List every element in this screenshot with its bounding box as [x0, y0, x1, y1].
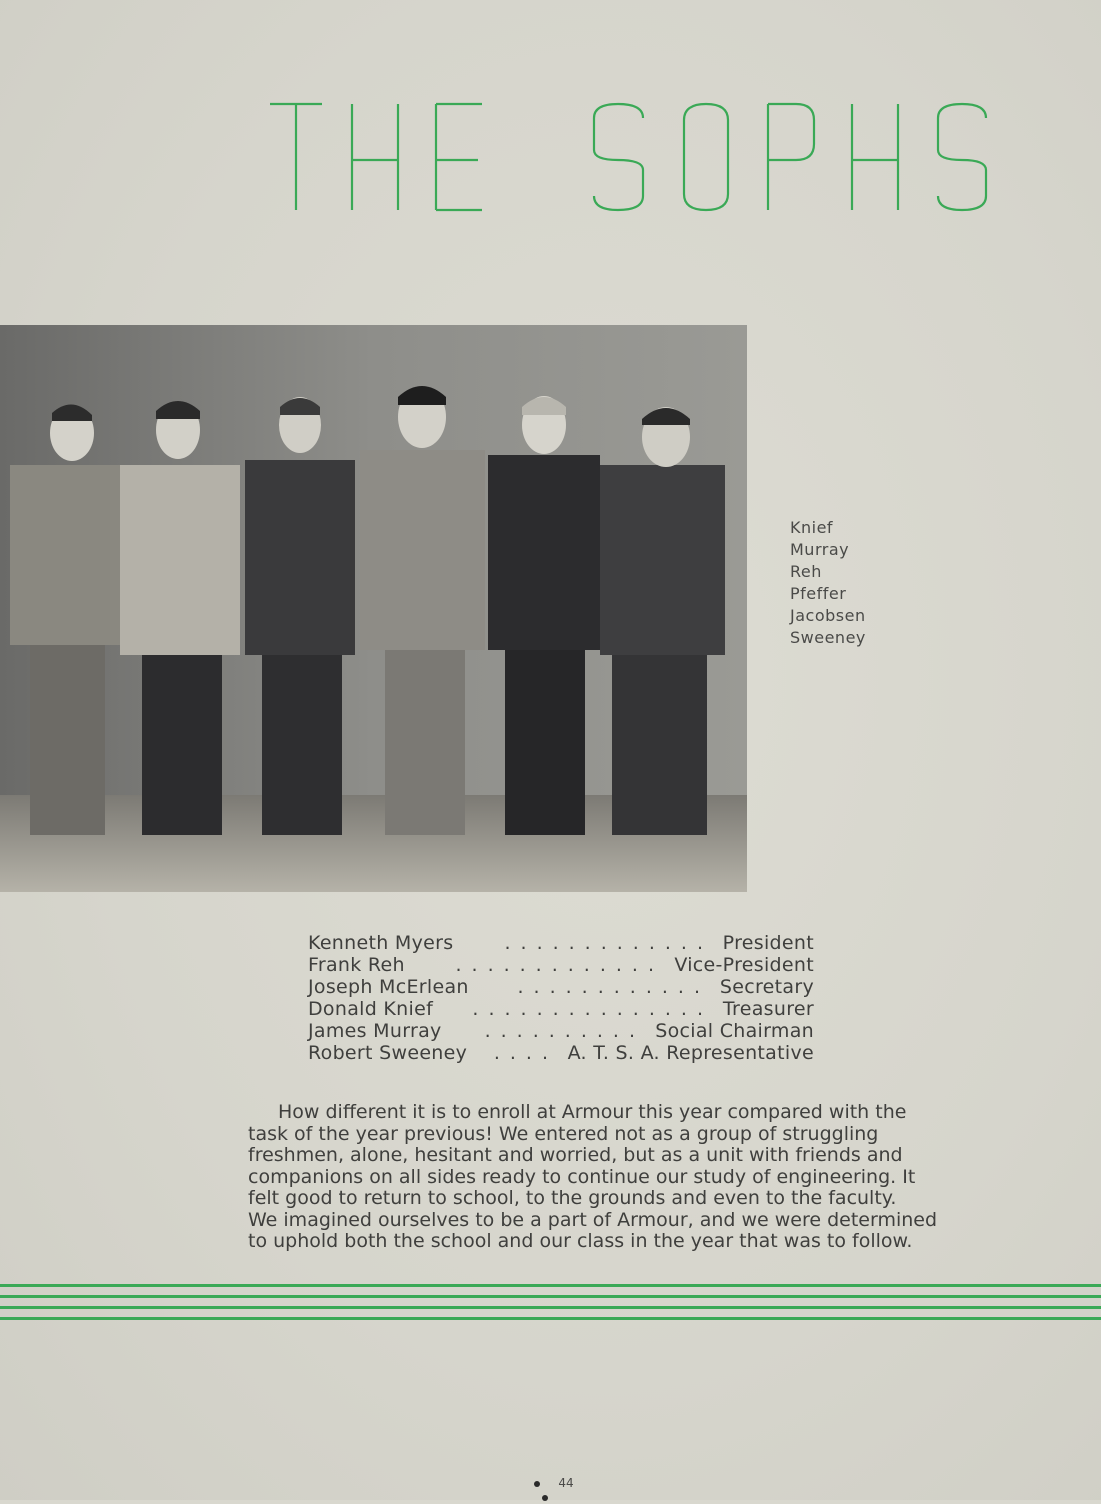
divider — [0, 1284, 1101, 1287]
page-title-lettering — [270, 100, 990, 215]
dot-leader: .... — [493, 1042, 558, 1064]
paragraph-line: We imagined ourselves to be a part of Armour, and we were determined — [248, 1208, 938, 1231]
dot-leader: ............. — [455, 954, 664, 976]
officer-name: Frank Reh — [308, 954, 405, 976]
divider — [0, 1306, 1101, 1309]
officer-role: A. T. S. A. Representative — [567, 1042, 814, 1064]
officer-name: James Murray — [308, 1020, 442, 1042]
caption-name: Murray — [790, 540, 850, 559]
officer-row — [308, 1020, 814, 1042]
caption-name: Knief — [790, 518, 834, 537]
bullet-icon — [534, 1481, 540, 1487]
paragraph-line: companions on all sides ready to continue our study of engineering. It — [248, 1165, 916, 1188]
paragraph-line: task of the year previous! We entered not as a group of struggling — [248, 1122, 879, 1145]
officer-name: Kenneth Myers — [308, 932, 454, 954]
body-paragraph — [248, 1101, 938, 1253]
paragraph-line: freshmen, alone, hesitant and worried, but as a unit with friends and — [248, 1144, 903, 1166]
divider — [0, 1317, 1101, 1320]
caption-name: Pfeffer — [790, 584, 847, 603]
paragraph-line: felt good to return to school, to the grounds and even to the faculty. — [248, 1187, 897, 1209]
officer-row — [308, 1042, 814, 1064]
divider — [0, 1295, 1101, 1298]
officer-role: Vice-President — [674, 954, 814, 976]
officer-name: Joseph McErlean — [308, 976, 469, 998]
caption-name: Sweeney — [790, 628, 866, 647]
photo-caption-names — [790, 517, 866, 649]
officer-row — [308, 976, 814, 998]
officer-row — [308, 954, 814, 976]
page-number: 44 — [558, 1476, 574, 1490]
officer-name: Donald Knief — [308, 998, 434, 1020]
caption-name: Jacobsen — [790, 606, 866, 625]
figure-6 — [600, 407, 725, 835]
page-title — [270, 100, 990, 215]
officer-role: Treasurer — [722, 998, 814, 1020]
officer-role: Secretary — [719, 976, 814, 998]
dot-leader: ............... — [472, 998, 713, 1020]
officer-name: Robert Sweeney — [308, 1042, 468, 1064]
officer-role: President — [722, 932, 814, 954]
page-number-line — [500, 1476, 590, 1496]
group-photo — [0, 325, 747, 892]
dot-leader: ............. — [504, 932, 713, 954]
caption-name: Reh — [790, 562, 822, 581]
dot-leader: ............ — [517, 976, 710, 998]
green-rules — [0, 1284, 1101, 1324]
officer-row — [308, 932, 814, 954]
paragraph-line: How different it is to enroll at Armour this year compared with the — [278, 1101, 907, 1123]
officer-role: Social Chairman — [655, 1020, 814, 1042]
dot-leader: .......... — [484, 1020, 645, 1042]
page-title-text — [270, 100, 276, 101]
officer-row — [308, 998, 814, 1020]
paragraph-line: to uphold both the school and our class in the year that was to follow. — [248, 1230, 913, 1252]
officer-list — [308, 932, 814, 1064]
